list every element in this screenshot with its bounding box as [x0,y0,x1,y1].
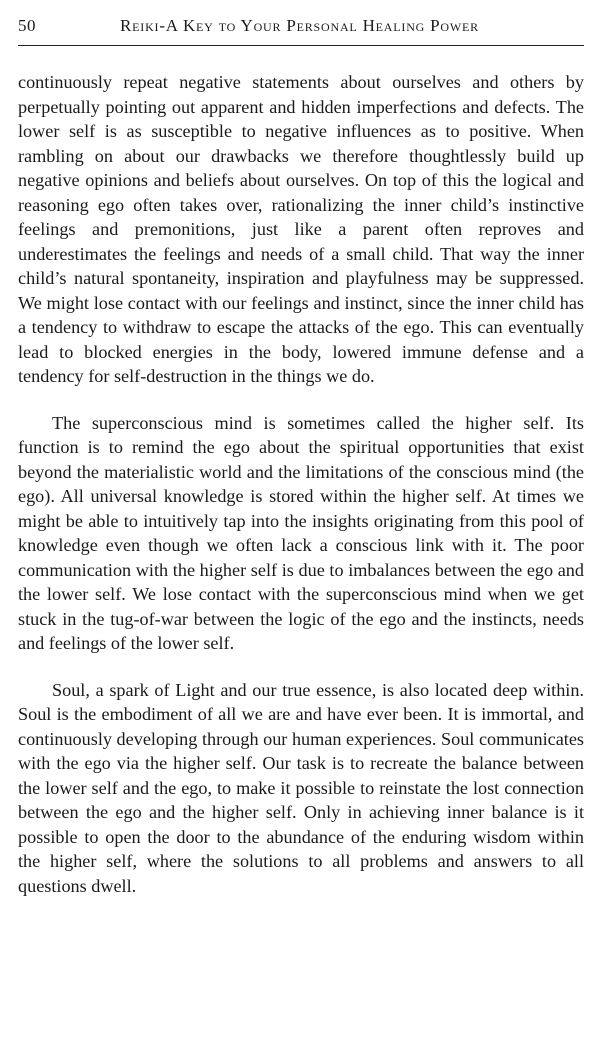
paragraph-2: The superconscious mind is sometimes called the higher self. Its function is to remind the ego about the spiritual opportunities that exist beyond the materialistic world and the limitations of the conscious mind (the ego). All universal knowledge is stored within the higher self. At times we might be able to intuitively tap into the insights originating from this pool of knowledge even though we often lack a conscious link with it. The poor communication with the higher self is due to imbalances between the ego and the lower self. We lose contact with the superconscious mind when we get stuck in the tug-of-war between the logic of the ego and the instincts, needs and feelings of the lower self. [18,412,584,653]
header-rule [18,45,584,46]
paragraph-3: Soul, a spark of Light and our true essence, is also located deep within. Soul is the embodiment of all we are and have ever been. It is immortal, and continuously developing through our human experiences. Soul communicates with the ego via the higher self. Our task is to recreate the balance between the lower self and the ego, to make it possible to reinstate the lost connection between the ego and the higher self. Only in achieving inner balance is it possible to open the door to the abundance of the enduring wisdom within the higher self, where the solutions to all problems and answers to all questions dwell. [18,679,584,896]
running-head [18,16,584,40]
body-text [18,70,584,898]
running-title: Reiki-A Key to Your Personal Healing Power [120,16,479,35]
page-number: 50 [18,16,36,35]
book-page [18,0,584,1062]
paragraph-1: continuously repeat negative statements about ourselves and others by perpetually pointing out apparent and hidden imperfections and defects. The lower self is as susceptible to negative influences as to positive. When rambling on about our drawbacks we therefore thoughtlessly build up negative opinions and beliefs about ourselves. On top of this the logical and reasoning ego often takes over, rationalizing the inner child’s instinctive feelings and premonitions, just like a parent often reproves and underestimates the feelings and needs of a small child. That way the inner child’s natural spontaneity, inspiration and playfulness may be suppressed. We might lose contact with our feelings and instinct, since the inner child has a tendency to withdraw to escape the attacks of the ego. This can eventually lead to blocked energies in the body, lowered immune defense and a tendency for self-destruction in the things we do. [18,72,584,386]
